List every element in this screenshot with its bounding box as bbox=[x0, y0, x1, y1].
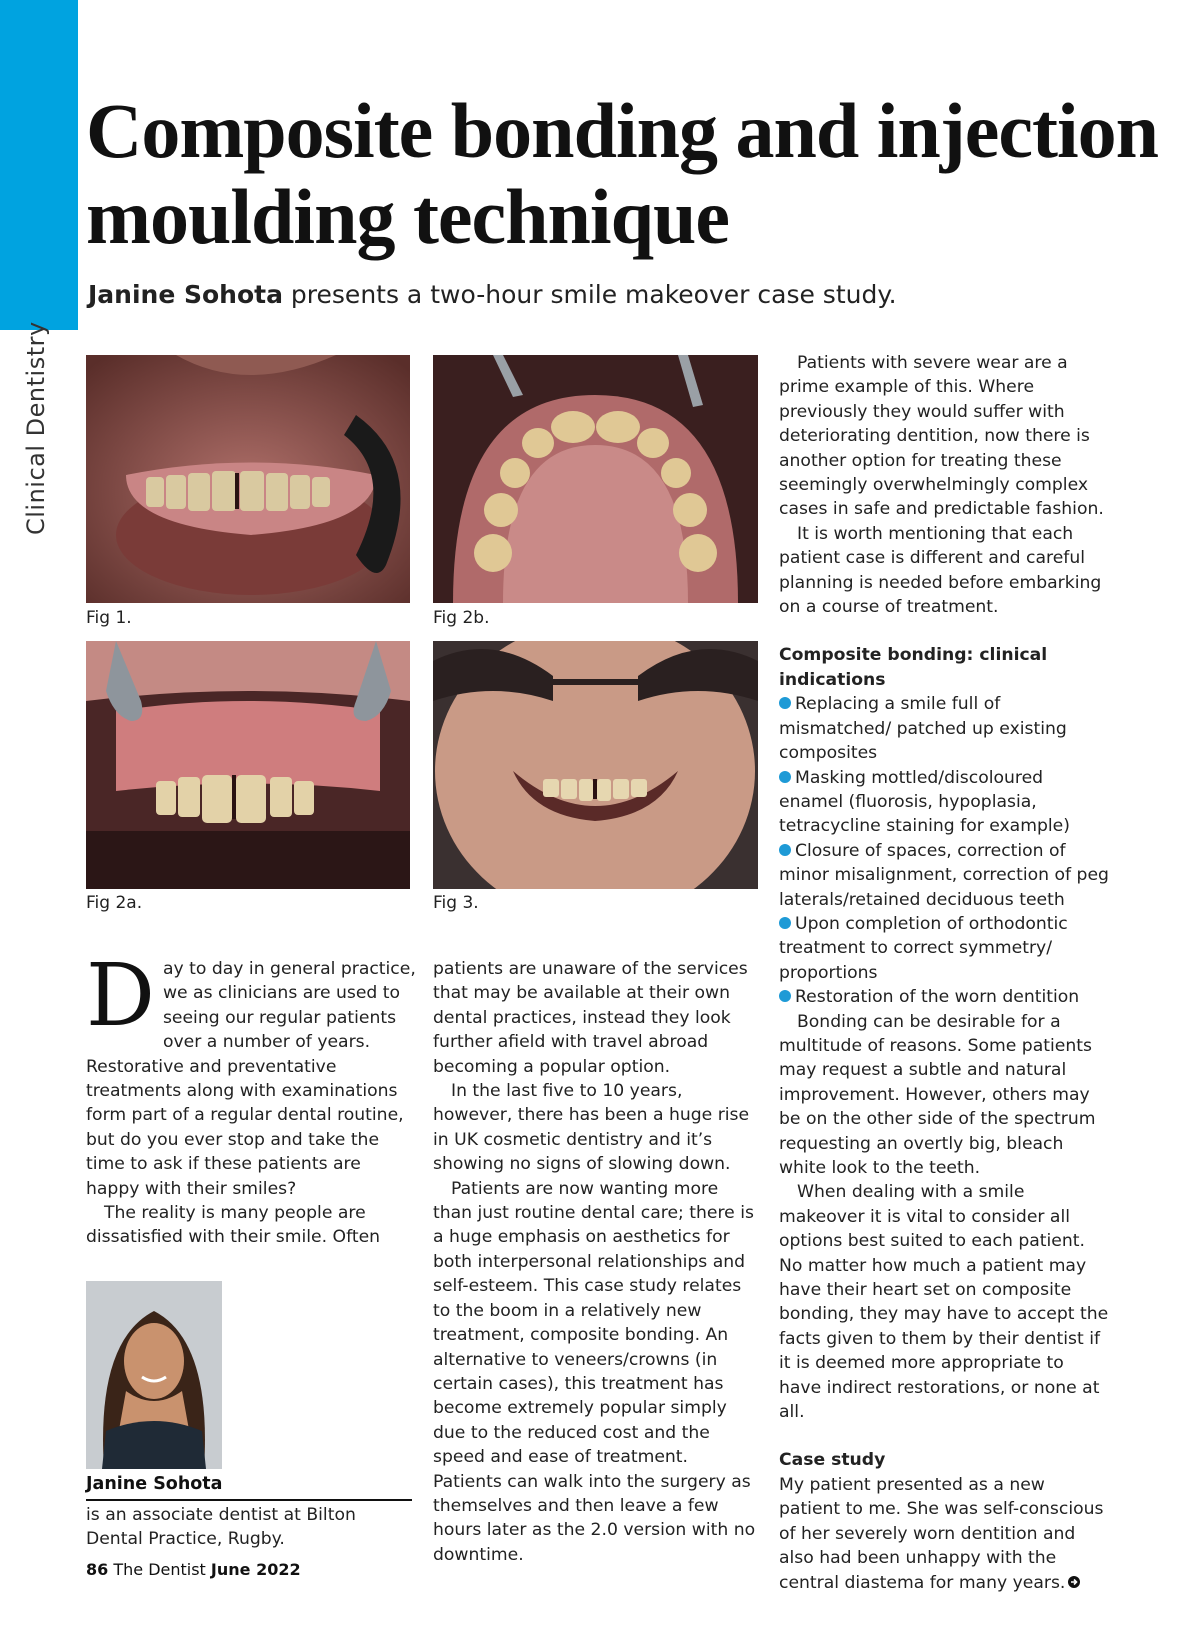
intro-paragraph bbox=[86, 946, 416, 1201]
bullet-icon bbox=[779, 771, 791, 783]
standfirst bbox=[88, 280, 897, 309]
standfirst-author: Janine Sohota bbox=[88, 280, 283, 309]
page-number: 86 bbox=[86, 1560, 109, 1579]
author-name: Janine Sohota bbox=[86, 1474, 223, 1494]
author-photo bbox=[86, 1281, 222, 1469]
drop-cap: D bbox=[86, 946, 155, 1046]
bullet-icon bbox=[779, 990, 791, 1002]
list-item: Upon completion of orthodontic treatment to correct symmetry/ proportions bbox=[779, 913, 1068, 983]
page-footer bbox=[86, 1560, 301, 1579]
bullet-icon bbox=[779, 844, 791, 856]
case-study-paragraph: My patient presented as a new patient to me. She was self-conscious of her severely worn dentition and also had been unhappy with the central diastema for many years. bbox=[779, 1474, 1104, 1593]
section-label: Clinical Dentistry bbox=[22, 321, 50, 535]
indications-list bbox=[779, 692, 1111, 1009]
section-color-bar bbox=[0, 0, 78, 330]
indications-heading: Composite bonding: clinical indications bbox=[779, 645, 1048, 690]
paragraph: The reality is many people are dissatisfied with their smile. Often bbox=[86, 1203, 381, 1248]
figure-1-photo bbox=[86, 355, 410, 603]
list-item: Restoration of the worn dentition bbox=[779, 985, 1111, 1009]
figure-1-caption: Fig 1. bbox=[86, 608, 132, 628]
author-divider bbox=[86, 1499, 412, 1501]
list-item: Replacing a smile full of mismatched/ patched up existing composites bbox=[779, 694, 1067, 764]
figure-2b-photo bbox=[433, 355, 758, 603]
paragraph: In the last five to 10 years, however, there has been a huge rise in UK cosmetic dentistry and it’s showing no signs of slowing down. bbox=[433, 1081, 750, 1175]
paragraph: When dealing with a smile makeover it is vital to consider all options best suited to each patient. No matter how much a patient may have their heart set on composite bonding, they may have to accept the facts given to them by their dentist if it is deemed more appropriate to have indirect restorations, or none at all. bbox=[779, 1182, 1109, 1423]
figure-2a-caption: Fig 2a. bbox=[86, 893, 143, 913]
body-column-2 bbox=[433, 957, 758, 1567]
paragraph: Patients with severe wear are a prime example of this. Where previously they would suffer with deteriorating dentition, now there is another option for treating these seemingly overwhelmingly complex cases in safe and predictable fashion. bbox=[779, 353, 1104, 520]
bullet-icon bbox=[779, 697, 791, 709]
standfirst-text: presents a two-hour smile makeover case study. bbox=[282, 280, 897, 309]
intro-text: ay to day in general practice, we as clinicians are used to seeing our regular patients over a number of years. Restorative and preventative treatments along with examinations form part of a regular dental routine, but do you ever stop and take the time to ask if these patients are happy with their smiles? bbox=[86, 959, 416, 1199]
paragraph: Bonding can be desirable for a multitude of reasons. Some patients may request a subtle and natural improvement. However, others may be on the other side of the spectrum requesting an overtly big, bleach white look to the teeth. bbox=[779, 1011, 1096, 1178]
list-item: Closure of spaces, correction of minor misalignment, correction of peg laterals/retained deciduous teeth bbox=[779, 840, 1109, 910]
figure-2b-caption: Fig 2b. bbox=[433, 608, 490, 628]
list-item: Masking mottled/discoloured enamel (fluorosis, hypoplasia, tetracycline staining for example) bbox=[779, 767, 1070, 837]
continue-arrow-icon bbox=[1067, 1575, 1081, 1589]
paragraph: It is worth mentioning that each patient case is different and careful planning is needed before embarking on a course of treatment. bbox=[779, 523, 1102, 618]
body-column-3 bbox=[779, 351, 1111, 1595]
publication-name: The Dentist bbox=[108, 1560, 211, 1579]
body-column-1 bbox=[86, 946, 416, 1250]
bullet-icon bbox=[779, 917, 791, 929]
paragraph: Patients are now wanting more than just routine dental care; there is a huge emphasis on aesthetics for both interpersonal relationships and self-esteem. This case study relates to the boom in a relatively new treatment, composite bonding. An alternative to veneers/crowns (in certain cases), this treatment has become extremely popular simply due to the reduced cost and the speed and ease of treatment. Patients can walk into the surgery as themselves and then leave a few hours later as the 2.0 version with no downtime. bbox=[433, 1178, 756, 1565]
figure-2a-photo bbox=[86, 641, 410, 889]
figure-3-photo bbox=[433, 641, 758, 889]
case-study-heading: Case study bbox=[779, 1450, 886, 1471]
figure-3-caption: Fig 3. bbox=[433, 893, 479, 913]
paragraph: patients are unaware of the services that may be available at their own dental practices, instead they look further afield with travel abroad becoming a popular option. bbox=[433, 959, 748, 1077]
author-bio: is an associate dentist at Bilton Dental Practice, Rugby. bbox=[86, 1505, 356, 1550]
issue-date: June 2022 bbox=[210, 1560, 301, 1579]
article-title: Composite bonding and injection moulding technique bbox=[86, 87, 1159, 260]
